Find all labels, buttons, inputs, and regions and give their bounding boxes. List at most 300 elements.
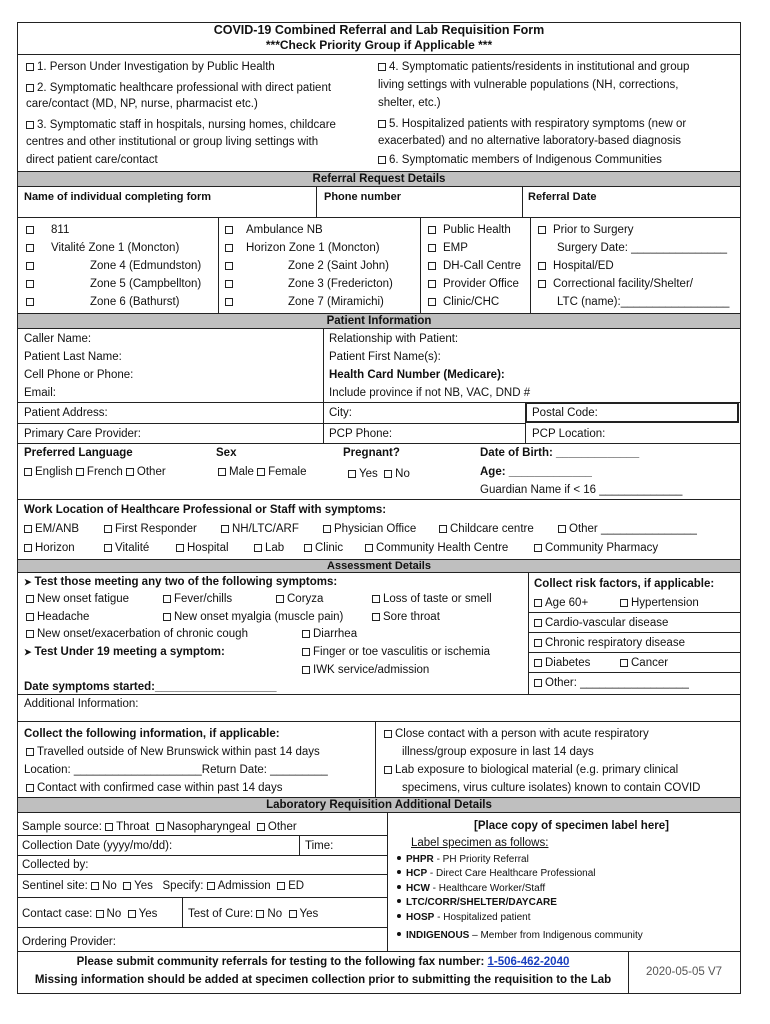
collected-by-field[interactable]: Collected by: [22,859,89,871]
checkbox[interactable] [254,544,262,552]
work-em-anb-label: EM/ANB [35,523,80,535]
contact-no: No [106,908,122,920]
sym-sore-throat[interactable] [372,610,440,624]
date-symptoms-field[interactable]: Date symptoms started:___________________ [24,681,277,693]
lang-english: English [35,466,73,478]
sym-diarrhea[interactable] [302,627,357,641]
ref-811[interactable] [26,223,69,237]
label-hcw [397,882,545,896]
label-indigenous [397,929,643,943]
checkbox[interactable] [428,226,436,234]
sentinel-yes: Yes [134,880,153,892]
pregnant-label: Pregnant? [343,447,400,459]
collect-close-contact-label: Close contact with a person with acute respiratory [395,728,649,740]
age-field[interactable]: Age: _____________ [480,466,592,478]
sym-taste[interactable] [372,592,492,606]
label-ltc [397,896,557,910]
source-throat: Throat [116,821,150,833]
checkbox[interactable] [323,525,331,533]
surgery-date-field[interactable]: Surgery Date: _______________ [557,242,728,254]
checkbox[interactable] [558,525,566,533]
checkbox[interactable] [26,748,34,756]
priority-5-cont: exacerbated) and no alternative laboratory-based diagnosis [378,135,682,147]
any-two-text: Test those meeting any two of the following symptoms: [34,576,338,588]
priority-4-cont2: shelter, etc.) [378,97,441,109]
city-label[interactable]: City: [329,407,352,419]
sym-headache-label: Headache [37,611,90,623]
ref-zone2[interactable] [225,259,389,273]
checkbox[interactable] [378,156,386,164]
checkbox[interactable] [256,910,264,918]
checkbox[interactable] [428,262,436,270]
checkbox[interactable] [26,226,34,234]
guardian-field[interactable]: Guardian Name if < 16 _____________ [480,484,683,496]
specify-admission: Admission [217,880,271,892]
any-two-heading [24,575,337,589]
checkbox[interactable] [384,766,392,774]
section-lab: Laboratory Requisition Additional Details [18,797,740,813]
checkbox[interactable] [302,666,310,674]
checkbox[interactable] [26,784,34,792]
sym-myalgia-label: New onset myalgia (muscle pain) [174,611,344,623]
ref-clinic-label: Clinic/CHC [443,296,500,308]
label-hcw-code: HCW [406,883,430,894]
sym-vasculitis-label: Finger or toe vasculitis or ischemia [313,646,491,658]
checkbox[interactable] [439,525,447,533]
checkbox[interactable] [289,910,297,918]
checkbox[interactable] [257,823,265,831]
ltc-name-field[interactable]: LTC (name):_________________ [557,296,730,308]
checkbox[interactable] [620,659,628,667]
language-options[interactable] [24,465,166,479]
ordering-provider-field[interactable]: Ordering Provider: [22,936,116,948]
checkbox[interactable] [277,882,285,890]
missing-info-note: Missing information should be added at specimen collection prior to submitting the requisition to the Lab [34,974,612,986]
ref-horizon-z1-label: Horizon Zone 1 (Moncton) [246,242,380,254]
checkbox[interactable] [24,468,32,476]
referral-date-label: Referral Date [528,191,597,203]
risk-cancer[interactable] [620,656,668,670]
pcp-location-label[interactable]: PCP Location: [532,428,606,440]
risk-hypertension[interactable] [620,596,699,610]
priority-2-cont: care/contact (MD, NP, nurse, pharmacist etc.) [26,98,258,110]
ref-zone2-label: Zone 2 (Saint John) [288,260,390,272]
section-assessment: Assessment Details [18,559,740,573]
form-subtitle: ***Check Priority Group if Applicable *** [265,38,493,52]
checkbox[interactable] [26,63,34,71]
phone-label: Phone number [324,191,402,203]
checkbox[interactable] [534,659,542,667]
checkbox[interactable] [225,244,233,252]
checkbox[interactable] [26,595,34,603]
cure-yes: Yes [299,908,319,920]
language-label: Preferred Language [24,447,133,459]
checkbox[interactable] [372,613,380,621]
ref-prior-surgery[interactable] [538,223,634,237]
bullet-icon [397,856,401,860]
risk-age-label: Age 60+ [545,597,589,609]
risk-age[interactable] [534,596,588,610]
ref-zone6-label: Zone 6 (Bathurst) [90,296,180,308]
label-hcp-desc: - Direct Care Healthcare Professional [427,868,596,879]
checkbox[interactable] [176,544,184,552]
pcp-label[interactable]: Primary Care Provider: [24,428,141,440]
sym-cough[interactable] [26,627,248,641]
caller-name-label[interactable]: Caller Name: [24,333,92,345]
email-label[interactable]: Email: [24,387,56,399]
checkbox[interactable] [534,599,542,607]
checkbox[interactable] [378,63,386,71]
ref-vitalite-z1-label: Vitalité Zone 1 (Moncton) [51,242,180,254]
work-pharmacy[interactable] [534,541,658,555]
checkbox[interactable] [26,84,34,92]
checkbox[interactable] [128,910,136,918]
priority-2[interactable] [26,81,331,95]
checkbox[interactable] [428,298,436,306]
ref-clinic[interactable] [428,295,499,309]
sym-coryza[interactable] [276,592,323,606]
dob-field[interactable]: Date of Birth: _____________ [480,447,640,459]
checkbox[interactable] [104,544,112,552]
label-phpr-code: PHPR [406,854,434,865]
work-chc-label: Community Health Centre [376,542,509,554]
work-pharmacy-label: Community Pharmacy [545,542,659,554]
risk-respiratory[interactable] [534,636,685,650]
checkbox[interactable] [302,630,310,638]
checkbox[interactable] [104,525,112,533]
priority-3[interactable] [26,118,336,132]
bullet-icon [397,914,401,918]
work-nh-ltc[interactable] [221,522,299,536]
test-cure-label: Test of Cure: [188,908,254,920]
work-horizon[interactable] [24,541,75,555]
sym-diarrhea-label: Diarrhea [313,628,358,640]
sentinel-label: Sentinel site: [22,880,88,892]
ref-ambulance-label: Ambulance NB [246,224,323,236]
checkbox[interactable] [91,882,99,890]
priority-3-cont: centres and other institutional or group living settings with [26,136,319,148]
checkbox[interactable] [257,468,265,476]
checkbox[interactable] [348,470,356,478]
lang-other: Other [136,466,166,478]
contact-case-row[interactable] [22,907,157,921]
checkbox[interactable] [96,910,104,918]
ref-zone7[interactable] [225,295,384,309]
priority-3-label: 3. Symptomatic staff in hospitals, nursing homes, childcare [37,119,336,131]
ref-emp-label: EMP [443,242,468,254]
priority-4[interactable] [378,60,689,74]
fax-instruction [18,955,628,969]
label-hcp [397,867,596,881]
checkbox[interactable] [26,298,34,306]
sym-vasculitis[interactable] [302,645,490,659]
work-other-label: Other _______________ [569,523,697,535]
pcp-phone-label[interactable]: PCP Phone: [329,428,393,440]
bullet-icon [397,899,401,903]
relationship-label[interactable]: Relationship with Patient: [329,333,459,345]
referral-form [17,22,741,994]
work-first-responder[interactable] [104,522,197,536]
sym-fatigue-label: New onset fatigue [37,593,130,605]
under-19-text: Test Under 19 meeting a symptom: [34,646,225,658]
checkbox[interactable] [225,298,233,306]
ref-zone5[interactable] [26,277,201,291]
checkbox[interactable] [225,226,233,234]
ref-correctional[interactable] [538,277,693,291]
pregnant-options[interactable] [348,467,410,481]
ref-public-health[interactable] [428,223,511,237]
ref-zone3-label: Zone 3 (Fredericton) [288,278,393,290]
checkbox[interactable] [163,595,171,603]
lang-french: French [86,466,123,478]
work-clinic-label: Clinic [315,542,344,554]
work-hospital[interactable] [176,541,229,555]
ref-dh-call[interactable] [428,259,521,273]
checkbox[interactable] [534,639,542,647]
checkbox[interactable] [156,823,164,831]
ref-zone4-label: Zone 4 (Edmundston) [90,260,202,272]
test-cure-row[interactable] [188,907,318,921]
work-chc[interactable] [365,541,508,555]
sym-headache[interactable] [26,610,89,624]
work-vitalite[interactable] [104,541,149,555]
checkbox[interactable] [534,544,542,552]
ref-zone6[interactable] [26,295,179,309]
label-indigenous-code: INDIGENOUS [406,930,470,941]
checkbox[interactable] [207,882,215,890]
contact-case-label: Contact case: [22,908,93,920]
bullet-icon [397,870,401,874]
checkbox[interactable] [428,244,436,252]
collect-contact-label: Contact with confirmed case within past 14 days [37,782,283,794]
risk-cardio-label: Cardio-vascular disease [545,617,669,629]
postal-code-label: Postal Code: [532,407,598,419]
ref-horizon-z1[interactable] [225,241,380,255]
collect-lab-cont: specimens, virus culture isolates) known to contain COVID [402,782,701,794]
checkbox[interactable] [538,280,546,288]
section-referral: Referral Request Details [18,171,740,187]
work-hospital-label: Hospital [187,542,229,554]
source-other: Other [267,821,297,833]
work-em-anb[interactable] [24,522,79,536]
checkbox[interactable] [26,262,34,270]
priority-1-label: 1. Person Under Investigation by Public Health [37,61,275,73]
first-name-label[interactable]: Patient First Name(s): [329,351,441,363]
checkbox[interactable] [24,544,32,552]
checkbox[interactable] [76,468,84,476]
priority-1[interactable] [26,60,275,74]
work-physician-label: Physician Office [334,523,417,535]
label-hosp-code: HOSP [406,912,435,923]
ref-emp[interactable] [428,241,468,255]
sex-female: Female [268,466,307,478]
place-label-heading: [Place copy of specimen label here] [474,820,669,832]
version-label: 2020-05-05 V7 [645,966,723,978]
checkbox[interactable] [225,280,233,288]
location-return-field[interactable]: Location: ____________________Return Date: _________ [24,764,328,776]
checkbox[interactable] [384,730,392,738]
checkbox[interactable] [126,468,134,476]
priority-2-label: 2. Symptomatic healthcare professional with direct patient [37,82,332,94]
under-19-heading [24,645,225,659]
fax-number-link[interactable]: 1-506-462-2040 [487,956,570,968]
checkbox[interactable] [365,544,373,552]
ref-zone5-label: Zone 5 (Campbellton) [90,278,202,290]
work-childcare-label: Childcare centre [450,523,534,535]
checkbox[interactable] [620,599,628,607]
work-vitalite-label: Vitalité [115,542,150,554]
checkbox[interactable] [26,121,34,129]
sym-fatigue[interactable] [26,592,129,606]
checkbox[interactable] [123,882,131,890]
risk-diabetes[interactable] [534,656,590,670]
address-label[interactable]: Patient Address: [24,407,108,419]
checkbox[interactable] [26,280,34,288]
checkbox[interactable] [304,544,312,552]
priority-4-label: 4. Symptomatic patients/residents in institutional and group [389,61,690,73]
sym-coryza-label: Coryza [287,593,324,605]
collect-close-cont: illness/group exposure in last 14 days [402,746,594,758]
collect-heading: Collect the following information, if applicable: [24,728,280,740]
work-other[interactable] [558,522,697,536]
sample-source-label: Sample source: [22,821,102,833]
checkbox[interactable] [24,525,32,533]
sample-source-row[interactable] [22,820,297,834]
label-specimen-heading: Label specimen as follows: [411,837,549,849]
checkbox[interactable] [384,470,392,478]
checkbox[interactable] [225,262,233,270]
sym-sore-throat-label: Sore throat [383,611,440,623]
collect-lab-exposure-label: Lab exposure to biological material (e.g. primary clinical [395,764,679,776]
collect-close-contact[interactable] [384,727,649,741]
work-physician[interactable] [323,522,416,536]
collect-travel[interactable] [26,745,320,759]
checkbox[interactable] [218,468,226,476]
ref-public-health-label: Public Health [443,224,511,236]
priority-5[interactable] [378,117,686,131]
sym-iwk-label: IWK service/admission [313,664,430,676]
sym-iwk[interactable] [302,663,429,677]
collect-contact[interactable] [26,781,282,795]
label-ltc-code: LTC/CORR/SHELTER/DAYCARE [406,897,557,908]
priority-4-cont: living settings with vulnerable populations (NH, corrections, [378,79,679,91]
ref-ambulance[interactable] [225,223,323,237]
risk-cardio[interactable] [534,616,668,630]
label-hosp-desc: - Hospitalized patient [434,912,531,923]
label-hcw-desc: - Healthcare Worker/Staff [429,883,546,894]
ref-811-label: 811 [51,224,70,236]
source-naso: Nasopharyngeal [166,821,251,833]
last-name-label[interactable]: Patient Last Name: [24,351,122,363]
collection-date-field[interactable]: Collection Date (yyyy/mo/dd): [22,840,173,852]
ref-zone3[interactable] [225,277,393,291]
sym-myalgia[interactable] [163,610,343,624]
collect-travel-label: Travelled outside of New Brunswick within past 14 days [37,746,320,758]
name-label: Name of individual completing form [24,191,212,203]
form-title: COVID-19 Combined Referral and Lab Requisition Form [213,23,545,37]
checkbox[interactable] [538,262,546,270]
cure-no: No [267,908,283,920]
priority-6[interactable] [378,153,662,167]
checkbox[interactable] [372,595,380,603]
additional-info-field[interactable]: Additional Information: [24,698,139,710]
sex-label: Sex [216,447,237,459]
ref-hospital-ed-label: Hospital/ED [553,260,614,272]
priority-6-label: 6. Symptomatic members of Indigenous Communities [389,154,662,166]
ref-vitalite-z1[interactable] [26,241,179,255]
ref-provider-office[interactable] [428,277,519,291]
label-phpr-desc: - PH Priority Referral [433,854,529,865]
work-childcare[interactable] [439,522,534,536]
specify-label: Specify: [162,880,204,892]
work-nh-ltc-label: NH/LTC/ARF [232,523,299,535]
ref-dh-call-label: DH-Call Centre [443,260,521,272]
checkbox[interactable] [105,823,113,831]
bullet-icon [397,932,401,936]
province-note: Include province if not NB, VAC, DND # [329,387,531,399]
checkbox[interactable] [378,120,386,128]
label-phpr [397,853,529,867]
priority-5-label: 5. Hospitalized patients with respiratory symptoms (new or [389,118,687,130]
contact-yes: Yes [138,908,158,920]
ref-correctional-label: Correctional facility/Shelter/ [553,278,693,290]
checkbox[interactable] [302,648,310,656]
work-location-label: Work Location of Healthcare Professional or Staff with symptoms: [24,504,387,516]
risk-other-label: Other: _________________ [545,677,689,689]
sym-fever[interactable] [163,592,232,606]
checkbox[interactable] [163,613,171,621]
checkbox[interactable] [26,613,34,621]
ref-provider-office-label: Provider Office [443,278,519,290]
ref-prior-surgery-label: Prior to Surgery [553,224,634,236]
risk-other[interactable] [534,676,689,690]
bullet-icon [397,885,401,889]
specify-ed: ED [288,880,305,892]
label-hosp [397,911,531,925]
checkbox[interactable] [428,280,436,288]
checkbox[interactable] [276,595,284,603]
checkbox[interactable] [534,679,542,687]
risk-diabetes-label: Diabetes [545,657,591,669]
fax-text: Please submit community referrals for testing to the following fax number: [76,956,485,968]
cell-phone-label[interactable]: Cell Phone or Phone: [24,369,134,381]
arrow-icon: ➤ [24,577,32,587]
checkbox[interactable] [538,226,546,234]
priority-3-cont2: direct patient care/contact [26,154,158,166]
work-lab[interactable] [254,541,284,555]
checkbox[interactable] [26,244,34,252]
sex-male: Male [229,466,254,478]
work-lab-label: Lab [265,542,285,554]
health-card-label[interactable]: Health Card Number (Medicare): [329,369,505,381]
checkbox[interactable] [26,630,34,638]
label-indigenous-desc: – Member from Indigenous community [469,930,643,941]
collect-lab-exposure[interactable] [384,763,678,777]
risk-heading: Collect risk factors, if applicable: [534,578,715,590]
preg-no: No [395,468,410,480]
preg-yes: Yes [359,468,378,480]
sentinel-row[interactable] [22,879,304,893]
checkbox[interactable] [534,619,542,627]
ref-hospital-ed[interactable] [538,259,614,273]
work-clinic[interactable] [304,541,343,555]
risk-cancer-label: Cancer [631,657,669,669]
checkbox[interactable] [221,525,229,533]
sex-options[interactable] [218,465,307,479]
time-field[interactable]: Time: [305,840,334,852]
work-horizon-label: Horizon [35,542,75,554]
ref-zone4[interactable] [26,259,201,273]
